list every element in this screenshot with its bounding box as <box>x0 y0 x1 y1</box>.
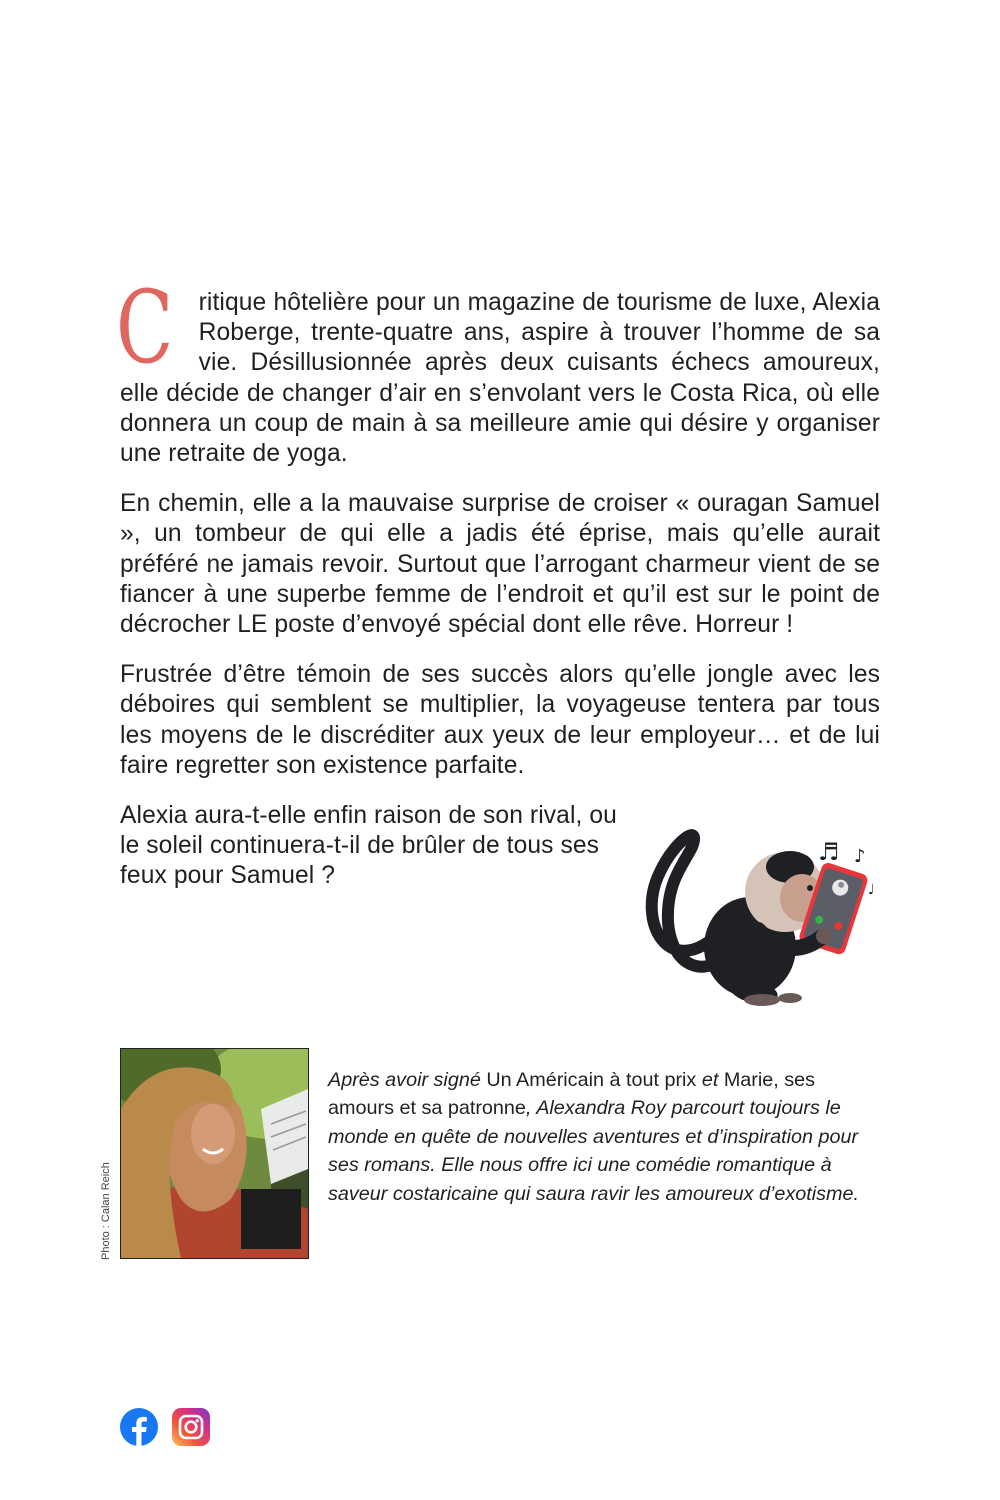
author-bio-intro: Après avoir signé <box>328 1069 487 1091</box>
photo-credit: Photo : Calan Reich <box>100 1162 112 1260</box>
blurb-paragraph-1 <box>116 269 880 469</box>
book-title-2: Marie, ses amours et sa patronne <box>328 1069 816 1120</box>
book-title-1: Un Américain à tout prix <box>486 1069 697 1091</box>
blurb-paragraph-3: Frustrée d’être témoin de ses succès alors qu’elle jongle avec les déboires qui semblent se multiplier, la voyageuse tentera par tous les moyens de le discréditer aux yeux de leur employeur… et de lui faire regretter son existence parfaite. <box>120 661 880 779</box>
svg-text:♩: ♩ <box>868 882 875 898</box>
blurb-paragraph-4: Alexia aura-t-elle enfin raison de son rival, ou le soleil continuera-t-il de brûler de tous ses feux pour Samuel ? <box>120 802 617 890</box>
monkey-with-phone-icon <box>640 812 890 1012</box>
svg-text:♬: ♬ <box>818 838 840 866</box>
blurb-paragraph-2: En chemin, elle a la mauvaise surprise de croiser « ouragan Samuel », un tombeur de qui elle a jadis été éprise, mais qu’elle aurait préféré ne jamais revoir. Surtout que l’arrogant charmeur vient de se fiancer à une superbe femme de l’endroit et qu’il est sur le point de décrocher LE poste d’envoyé spécial dont elle rêve. Horreur ! <box>120 490 880 639</box>
drop-cap: C <box>116 269 174 386</box>
author-bio <box>328 1066 873 1208</box>
instagram-icon[interactable] <box>172 1408 210 1446</box>
social-links <box>120 1408 210 1446</box>
facebook-icon[interactable] <box>120 1408 158 1446</box>
author-photo <box>120 1048 309 1259</box>
author-bio-connector: et <box>696 1069 724 1091</box>
svg-text:♪: ♪ <box>854 846 866 867</box>
blurb-paragraph-1-text: ritique hôtelière pour un magazine de tourisme de luxe, Alexia Roberge, trente-quatre ans, aspire à trouver l’homme de sa vie. Désillusionnée après deux cuisants échecs amoureux, elle décide de changer d’air en s’envolant vers le Costa Rica, où elle donnera un coup de main à sa meilleure amie qui désire y organiser une retraite de yoga. <box>120 289 880 468</box>
author-bio-rest: , Alexandra Roy parcourt toujours le monde en quête de nouvelles aventures et d’inspiration pour ses romans. Elle nous offre ici une comédie romantique à saveur costaricaine qui saura ravir les amoureux d’exotisme. <box>328 1097 860 1205</box>
